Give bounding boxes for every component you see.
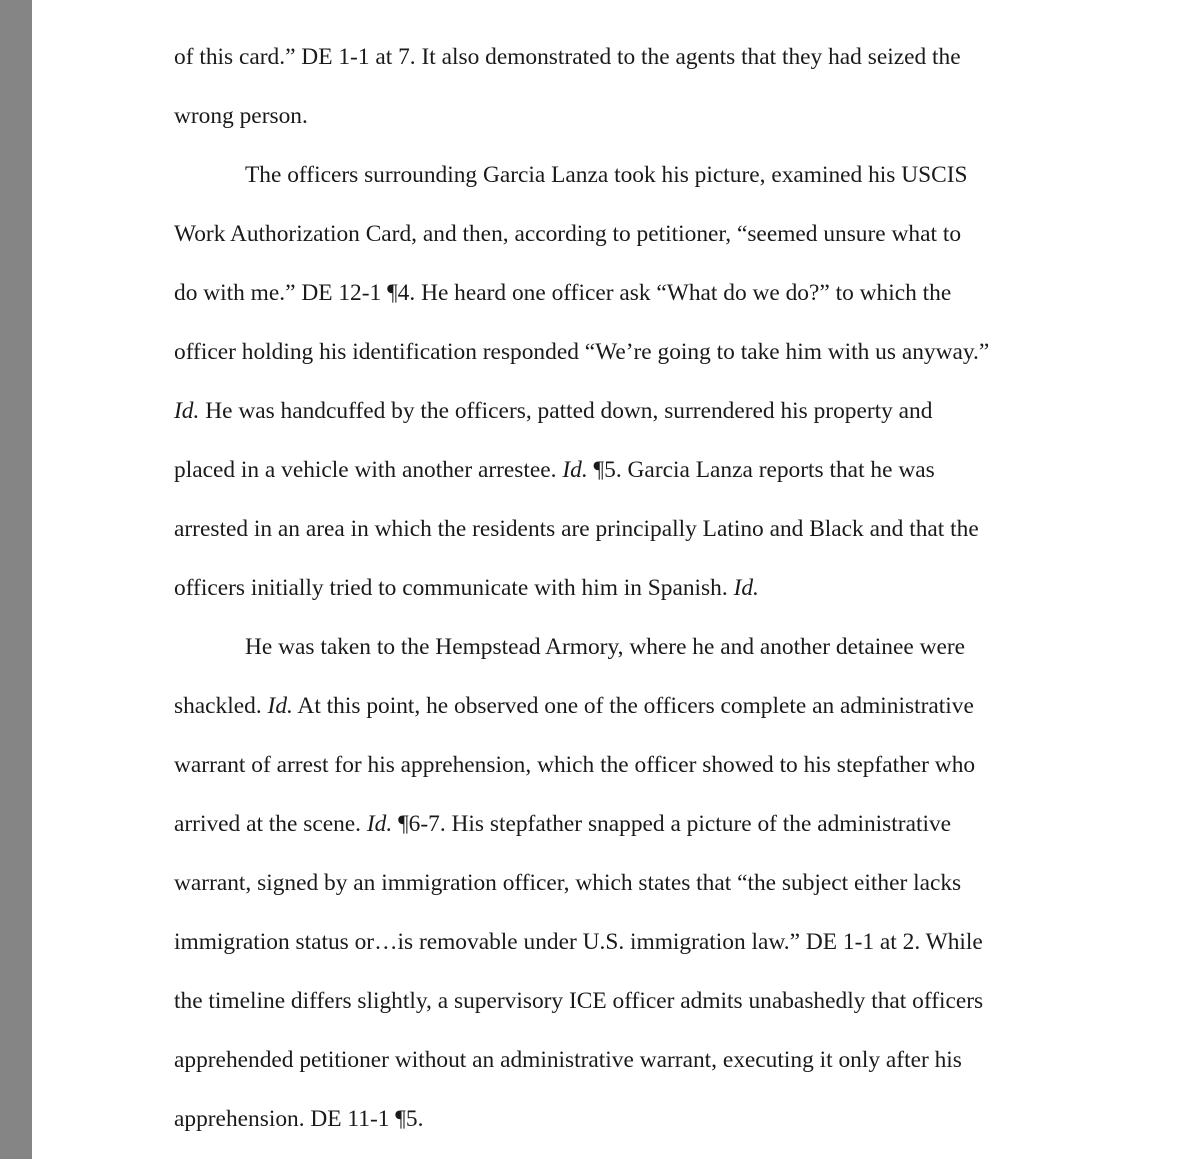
text-line <box>174 736 1104 795</box>
citation-italic: Id. <box>562 457 588 483</box>
text-segment: Work Authorization Card, and then, according to petitioner, “seemed unsure what to <box>174 221 962 247</box>
text-line <box>174 1090 1104 1149</box>
text-line <box>174 205 1104 264</box>
text-segment: arrived at the scene. <box>174 811 367 837</box>
text-line <box>174 28 1104 87</box>
text-line <box>174 323 1104 382</box>
text-segment: of this card.” DE 1-1 at 7. It also demonstrated to the agents that they had seized the <box>174 44 961 70</box>
text-segment: shackled. <box>174 693 268 719</box>
text-segment: apprehended petitioner without an administrative warrant, executing it only after his <box>174 1047 962 1073</box>
text-line <box>174 972 1104 1031</box>
text-line <box>174 559 1104 618</box>
citation-italic: Id. <box>366 811 393 837</box>
viewer-left-gutter <box>0 0 32 1159</box>
text-segment: apprehension. DE 11-1 ¶5. <box>174 1106 424 1132</box>
text-line <box>174 854 1104 913</box>
text-segment: ¶5. Garcia Lanza reports that he was <box>587 457 935 483</box>
text-line <box>174 500 1104 559</box>
document-page <box>32 0 1179 1159</box>
text-line <box>174 795 1104 854</box>
text-line <box>174 87 1104 146</box>
text-segment: He was taken to the Hempstead Armory, where he and another detainee were <box>245 634 966 660</box>
text-segment: warrant of arrest for his apprehension, which the officer showed to his stepfather who <box>174 752 976 778</box>
text-segment: wrong person. <box>174 103 308 129</box>
text-segment: warrant, signed by an immigration officer, which states that “the subject either lacks <box>174 870 962 896</box>
text-line <box>174 618 1104 677</box>
text-line <box>174 1031 1104 1090</box>
text-segment: arrested in an area in which the residents are principally Latino and Black and that the <box>174 516 979 542</box>
text-segment: the timeline differs slightly, a supervisory ICE officer admits unabashedly that officers <box>174 988 984 1014</box>
text-segment: ¶6-7. His stepfather snapped a picture of the administrative <box>392 811 952 837</box>
text-segment: placed in a vehicle with another arrestee. <box>174 457 563 483</box>
text-segment: He was handcuffed by the officers, patted down, surrendered his property and <box>199 398 933 424</box>
text-line <box>174 677 1104 736</box>
text-segment: immigration status or…is removable under U.S. immigration law.” DE 1-1 at 2. While <box>174 929 983 955</box>
text-segment: At this point, he observed one of the officers complete an administrative <box>292 693 974 719</box>
document-body-text <box>174 28 1104 1149</box>
text-segment: do with me.” DE 12-1 ¶4. He heard one officer ask “What do we do?” to which the <box>174 280 952 306</box>
text-line <box>174 146 1104 205</box>
text-line <box>174 441 1104 500</box>
citation-italic: Id. <box>733 575 759 601</box>
text-segment: The officers surrounding Garcia Lanza took his picture, examined his USCIS <box>245 162 968 188</box>
citation-italic: Id. <box>267 693 293 719</box>
citation-italic: Id. <box>174 398 200 424</box>
text-line <box>174 382 1104 441</box>
text-segment: officers initially tried to communicate with him in Spanish. <box>174 575 734 601</box>
text-line <box>174 913 1104 972</box>
text-line <box>174 264 1104 323</box>
text-segment: officer holding his identification responded “We’re going to take him with us anyway.” <box>174 339 990 365</box>
